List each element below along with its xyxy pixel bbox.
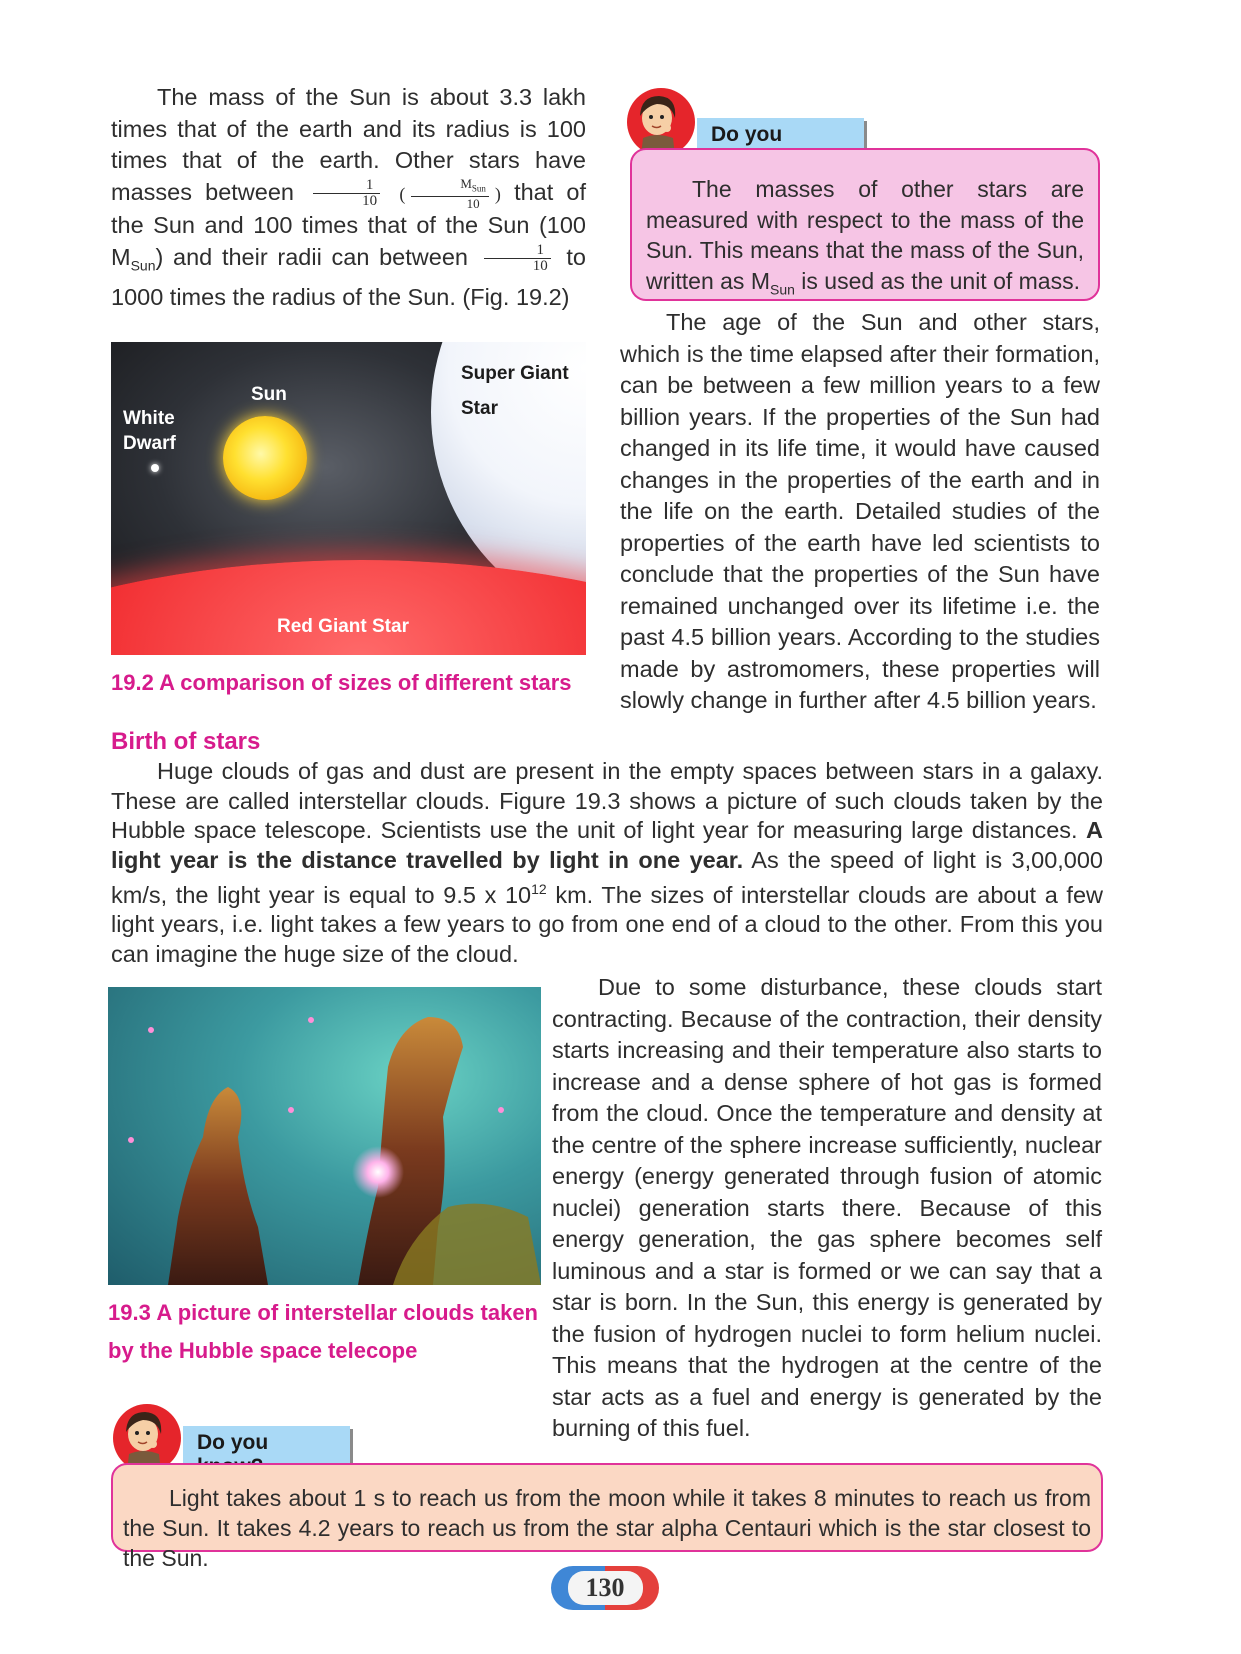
intro-paragraph: The mass of the Sun is about 3.3 lakh times that of the earth and its radius is 100 times that of the earth. Other stars have masses between $\frac{1}{10}$ ( $\frac{M_{Sun}}{10}$ ) that of the Sun and 100 times that of the Sun (100 $M_{Sun}$) and their radii can between $\frac{1}{10}$ to 1000 times the radius of the Sun. (Fig. 19.2) [111, 84, 587, 310]
sun-image [223, 416, 307, 500]
intro-text-3: ) and their radii can between [155, 243, 468, 270]
figure-star-sizes [111, 342, 586, 655]
red-giant-star-image [111, 560, 586, 655]
intro-text-1: The mass of the Sun is about 3.3 lakh times that of the earth and its radius is 100 times that of the earth. Other stars have masses between [111, 84, 586, 205]
light-year-definition: A light year is the distance travelled by light in one year. [111, 817, 1103, 873]
figure-interstellar-clouds [108, 987, 541, 1285]
nebula-pillars-image [108, 987, 541, 1285]
do-you-know-title-2: Do you [183, 1426, 350, 1474]
white-dwarf-image [151, 464, 159, 472]
label-sun: Sun [251, 384, 287, 405]
do-you-know-box-1: The masses of other stars are measured with respect to the mass of the Sun. This means that the mass of the Sun, written as $M_{Sun}$ is used as the unit of mass. [630, 148, 1100, 301]
age-of-sun-paragraph: The age of the Sun and other stars, which is the time elapsed after their formation, can be between a few million years to a few billion years. If the properties of the Sun had changed in its life time, it would have caused changes in the properties of the earth and in the life on the earth. Detailed studies of the properties of the earth have led scientists to conclude that the properties of the Sun have remained unchanged over its lifetime i.e. the past 4.5 billion years. According to the studies made by astromomers, these properties will slowly change in further after 4.5 billion years. [620, 309, 1100, 713]
figure-19-2-caption: 19.2 A comparison of sizes of different stars [111, 670, 572, 695]
birth-of-stars-heading: Birth of stars [111, 728, 261, 755]
intro-text-4: to 1000 times the radius of the Sun. (Fig. 19.2) [111, 243, 587, 310]
star-formation-paragraph: Due to some disturbance, these clouds start contracting. Because of the contraction, their density starts increasing and their temperature also starts to increase and a dense sphere of hot gas is formed from the cloud. Once the temperature and density at the centre of the sphere increase sufficiently, nuclear energy (energy generated through fusion of atomic nuclei) generation starts there. Because of this energy generation, the gas sphere becomes self luminous and a star is formed or we can say that a star is born. In the Sun, this energy is generated by the fusion of hydrogen nuclei to form helium nuclei. This means that the hydrogen at the centre of the star acts as a fuel and energy is generated by the burning of this fuel. [552, 974, 1102, 1441]
label-red-giant: Red Giant Star [277, 616, 409, 637]
interstellar-clouds-paragraph: Huge clouds of gas and dust are present in the empty spaces between stars in a galaxy. These are called interstellar clouds. Figure 19.3 shows a picture of such clouds taken by the Hubble space telescope. Scientists use the unit of light year for measuring large distances. A light year is the distance travelled by light in one year. As the speed of light is 3,00,000 km/s, the light year is equal to 9.5 x $10^{12}$ km. The sizes of interstellar clouds are about a few light years, i.e. light takes a few years to go from one end of a cloud to the other. From this you can imagine the huge size of the cloud. [111, 758, 1103, 967]
page-number: 130 [568, 1571, 643, 1605]
label-white-dwarf: White Dwarf [123, 408, 176, 454]
fraction-one-tenth: $\frac{1}{10}$ [313, 178, 380, 209]
do-you-know-title-1: Do you [697, 118, 864, 166]
label-super-giant: Super Giant Star [461, 363, 569, 419]
intro-text-2: that of the Sun and 100 times that of the Sun (100 M [111, 178, 587, 270]
page-number-badge [551, 1566, 659, 1610]
fraction-one-tenth-radius: $\frac{1}{10}$ [484, 243, 551, 274]
figure-19-3-caption: 19.3 A picture of interstellar clouds taken by the Hubble space telecope [108, 1300, 538, 1363]
do-you-know-box-2: Light takes about 1 s to reach us from the moon while it takes 8 minutes to reach us from the Sun. It takes 4.2 years to reach us from the star alpha Centauri which is the star closest to the Sun. [111, 1463, 1103, 1552]
fraction-msun-tenth: $\frac{M_{Sun}}{10}$ [411, 177, 489, 210]
